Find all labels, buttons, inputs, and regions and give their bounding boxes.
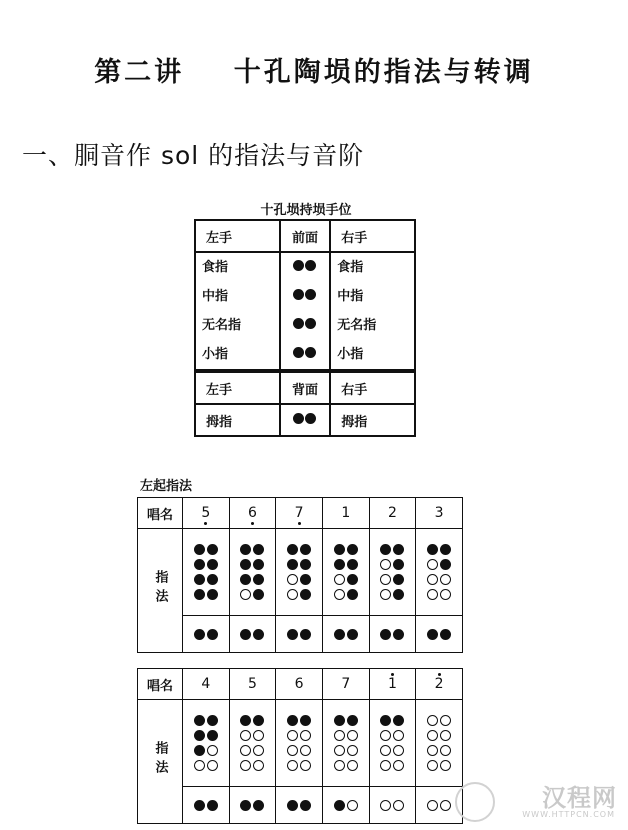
closed-hole-icon (393, 629, 404, 640)
header-front: 前面 (280, 220, 331, 252)
closed-hole-icon (240, 544, 251, 555)
open-hole-icon (300, 730, 311, 741)
hole-row (183, 574, 229, 585)
closed-hole-icon (287, 800, 298, 811)
closed-hole-icon (194, 574, 205, 585)
thumb-hole-row (230, 800, 276, 811)
open-hole-icon (440, 730, 451, 741)
hole-row (230, 544, 276, 555)
watermark-name: 汉程网 (542, 784, 617, 812)
open-hole-icon (287, 589, 298, 600)
open-hole-icon (427, 715, 438, 726)
closed-hole-icon (427, 544, 438, 555)
open-hole-icon (440, 800, 451, 811)
closed-hole-icon (194, 745, 205, 756)
closed-hole-icon (207, 589, 218, 600)
open-hole-icon (194, 760, 205, 771)
open-hole-icon (393, 800, 404, 811)
hand-table-caption: 十孔埙持埙手位 (260, 203, 352, 218)
hole-row (276, 760, 322, 771)
hole-row (323, 730, 369, 741)
thumb-fingering-cell (369, 787, 416, 824)
thumb-fingering-cell (416, 616, 463, 653)
closed-hole-icon (300, 559, 311, 570)
open-hole-icon (380, 760, 391, 771)
open-hole-icon (440, 574, 451, 585)
closed-hole-icon (427, 629, 438, 640)
front-fingering-cell (416, 529, 463, 616)
note-cell (183, 669, 230, 700)
closed-hole-icon (334, 544, 345, 555)
front-holes (280, 252, 331, 371)
closed-hole-icon (194, 589, 205, 600)
hole-row (276, 589, 322, 600)
closed-hole-icon (334, 629, 345, 640)
open-hole-icon (380, 589, 391, 600)
closed-hole-icon (334, 800, 345, 811)
closed-hole-icon (253, 574, 264, 585)
closed-hole-icon (380, 629, 391, 640)
closed-hole-icon (253, 800, 264, 811)
closed-hole-icon (393, 544, 404, 555)
left-finger-label: 食指 (202, 260, 229, 275)
hole-row (230, 715, 276, 726)
left-finger-label: 中指 (202, 289, 229, 304)
hole-row (276, 730, 322, 741)
hole-row (276, 715, 322, 726)
open-hole-icon (440, 745, 451, 756)
hole-row (416, 715, 462, 726)
closed-hole-icon (334, 559, 345, 570)
note-cell (416, 498, 463, 529)
open-hole-icon (393, 760, 404, 771)
hole-row (230, 589, 276, 600)
open-hole-icon (427, 760, 438, 771)
hole-row (416, 544, 462, 555)
closed-hole-icon (347, 544, 358, 555)
hand-position-table (194, 219, 416, 437)
front-fingering-cell (229, 700, 276, 787)
fingering-table-a (137, 497, 463, 653)
closed-hole-icon (240, 629, 251, 640)
note-cell (229, 498, 276, 529)
closed-hole-icon (253, 629, 264, 640)
note-cell (322, 498, 369, 529)
closed-hole-icon (240, 559, 251, 570)
hole-row (183, 760, 229, 771)
solfege-label: 唱名 (138, 669, 183, 700)
note-name: 4 (201, 676, 211, 692)
open-hole-icon (427, 730, 438, 741)
thumb-hole-row (276, 800, 322, 811)
closed-hole-icon (240, 715, 251, 726)
open-hole-icon (287, 745, 298, 756)
hole-row (370, 745, 416, 756)
open-hole-icon (347, 800, 358, 811)
hole-row (416, 574, 462, 585)
open-hole-icon (287, 730, 298, 741)
front-fingering-cell (369, 529, 416, 616)
note-cell (416, 669, 463, 700)
note-cell (183, 498, 230, 529)
closed-hole-icon (207, 715, 218, 726)
hole-pair-icon (293, 260, 316, 271)
closed-hole-icon (300, 629, 311, 640)
note-name: 6 (294, 676, 304, 692)
hole-row (370, 544, 416, 555)
note-cell (369, 669, 416, 700)
note-cell (276, 669, 323, 700)
closed-hole-icon (194, 559, 205, 570)
thumb-hole-row (230, 629, 276, 640)
hole-row (323, 559, 369, 570)
hole-row (323, 715, 369, 726)
hole-pair-icon (293, 413, 316, 424)
closed-hole-icon (440, 559, 451, 570)
thumb-fingering-cell (322, 616, 369, 653)
hole-row (276, 544, 322, 555)
note-name: 2 (434, 676, 444, 692)
closed-hole-icon (194, 544, 205, 555)
hole-row (276, 745, 322, 756)
open-hole-icon (253, 760, 264, 771)
thumb-fingering-cell (183, 787, 230, 824)
hole-row (276, 559, 322, 570)
closed-hole-icon (393, 589, 404, 600)
hole-row (370, 730, 416, 741)
hole-row (183, 559, 229, 570)
closed-hole-icon (380, 715, 391, 726)
hole-row (323, 544, 369, 555)
open-hole-icon (334, 745, 345, 756)
note-name: 7 (294, 505, 304, 521)
thumb-fingering-cell (276, 616, 323, 653)
hole-row (370, 589, 416, 600)
note-name: 5 (248, 676, 257, 692)
open-hole-icon (380, 800, 391, 811)
closed-hole-icon (287, 629, 298, 640)
thumb-fingering-cell (229, 616, 276, 653)
hole-row (370, 559, 416, 570)
watermark-url: WWW.HTTPCN.COM (522, 810, 615, 819)
hole-row (323, 589, 369, 600)
hole-pair-icon (293, 318, 316, 329)
back-header-left: 左手 (195, 371, 280, 404)
note-cell (369, 498, 416, 529)
closed-hole-icon (287, 559, 298, 570)
note-cell (276, 498, 323, 529)
left-finger-label: 小指 (202, 347, 229, 362)
open-hole-icon (427, 574, 438, 585)
watermark-logo-icon (455, 782, 495, 822)
open-hole-icon (380, 730, 391, 741)
fingering-label-cell (138, 700, 183, 824)
closed-hole-icon (194, 629, 205, 640)
header-right-hand: 右手 (330, 220, 415, 252)
open-hole-icon (427, 800, 438, 811)
open-hole-icon (334, 589, 345, 600)
thumb-hole-row (416, 629, 462, 640)
hole-row (230, 760, 276, 771)
hole-row (370, 715, 416, 726)
thumb-hole-row (323, 800, 369, 811)
closed-hole-icon (287, 544, 298, 555)
open-hole-icon (427, 559, 438, 570)
note-name: 3 (434, 505, 444, 521)
hole-row (183, 745, 229, 756)
closed-hole-icon (194, 715, 205, 726)
closed-hole-icon (194, 800, 205, 811)
closed-hole-icon (347, 589, 358, 600)
closed-hole-icon (380, 544, 391, 555)
open-hole-icon (347, 745, 358, 756)
right-finger-label: 食指 (337, 260, 364, 275)
closed-hole-icon (347, 715, 358, 726)
watermark (455, 778, 623, 826)
closed-hole-icon (207, 574, 218, 585)
open-hole-icon (440, 589, 451, 600)
front-fingering-cell (276, 700, 323, 787)
section-heading: 一、胴音作 sol 的指法与音阶 (22, 141, 365, 170)
note-name: 5 (201, 505, 211, 521)
fingering-table-b (137, 668, 463, 824)
note-cell (322, 669, 369, 700)
thumb-fingering-cell (229, 787, 276, 824)
thumb-hole-row (323, 629, 369, 640)
hole-row (230, 559, 276, 570)
fingering-label-cell (138, 529, 183, 653)
closed-hole-icon (287, 715, 298, 726)
closed-hole-icon (240, 574, 251, 585)
hole-row (416, 559, 462, 570)
open-hole-icon (253, 730, 264, 741)
closed-hole-icon (253, 544, 264, 555)
closed-hole-icon (207, 800, 218, 811)
note-name: 1 (341, 505, 351, 521)
note-cell (229, 669, 276, 700)
closed-hole-icon (393, 559, 404, 570)
open-hole-icon (240, 745, 251, 756)
closed-hole-icon (440, 629, 451, 640)
solfege-label: 唱名 (138, 498, 183, 529)
open-hole-icon (240, 589, 251, 600)
hole-row (323, 745, 369, 756)
left-finger-label: 无名指 (202, 318, 242, 333)
open-hole-icon (380, 559, 391, 570)
open-hole-icon (334, 760, 345, 771)
hole-row (230, 730, 276, 741)
right-finger-label: 无名指 (337, 318, 377, 333)
left-fingers (195, 252, 280, 371)
closed-hole-icon (300, 715, 311, 726)
open-hole-icon (300, 745, 311, 756)
note-name: 2 (387, 505, 397, 521)
open-hole-icon (240, 760, 251, 771)
front-fingering-cell (183, 700, 230, 787)
hole-pair-icon (293, 347, 316, 358)
front-fingering-cell (416, 700, 463, 787)
closed-hole-icon (300, 800, 311, 811)
hole-row (416, 730, 462, 741)
open-hole-icon (287, 574, 298, 585)
thumb-right: 拇指 (330, 404, 415, 436)
front-fingering-cell (322, 529, 369, 616)
closed-hole-icon (347, 629, 358, 640)
closed-hole-icon (300, 544, 311, 555)
closed-hole-icon (300, 574, 311, 585)
thumb-left: 拇指 (195, 404, 280, 436)
open-hole-icon (347, 730, 358, 741)
thumb-fingering-cell (322, 787, 369, 824)
open-hole-icon (207, 745, 218, 756)
closed-hole-icon (207, 559, 218, 570)
open-hole-icon (334, 574, 345, 585)
closed-hole-icon (440, 544, 451, 555)
hole-row (416, 589, 462, 600)
fingering-label: 指法 (152, 569, 168, 608)
closed-hole-icon (240, 800, 251, 811)
fingering-caption: 左起指法 (140, 479, 193, 494)
thumb-fingering-cell (276, 787, 323, 824)
hole-row (230, 745, 276, 756)
hole-row (416, 745, 462, 756)
hole-row (323, 574, 369, 585)
closed-hole-icon (207, 544, 218, 555)
front-fingering-cell (322, 700, 369, 787)
fingering-label: 指法 (152, 740, 168, 779)
closed-hole-icon (253, 715, 264, 726)
open-hole-icon (347, 760, 358, 771)
closed-hole-icon (393, 574, 404, 585)
header-left-hand: 左手 (195, 220, 280, 252)
thumb-fingering-cell (183, 616, 230, 653)
hole-row (370, 760, 416, 771)
closed-hole-icon (393, 715, 404, 726)
thumb-hole-row (370, 800, 416, 811)
open-hole-icon (380, 574, 391, 585)
open-hole-icon (207, 760, 218, 771)
back-header-right: 右手 (330, 371, 415, 404)
thumb-hole-row (276, 629, 322, 640)
open-hole-icon (440, 760, 451, 771)
hole-row (370, 574, 416, 585)
thumb-hole-row (370, 629, 416, 640)
note-name: 6 (248, 505, 257, 521)
open-hole-icon (440, 715, 451, 726)
closed-hole-icon (194, 730, 205, 741)
open-hole-icon (393, 745, 404, 756)
open-hole-icon (287, 760, 298, 771)
closed-hole-icon (347, 559, 358, 570)
hole-row (416, 760, 462, 771)
front-fingering-cell (183, 529, 230, 616)
note-name: 7 (341, 676, 351, 692)
closed-hole-icon (253, 589, 264, 600)
front-fingering-cell (369, 700, 416, 787)
open-hole-icon (300, 760, 311, 771)
closed-hole-icon (207, 629, 218, 640)
closed-hole-icon (300, 589, 311, 600)
page-title: 第二讲 十孔陶埙的指法与转调 (94, 57, 534, 88)
closed-hole-icon (207, 730, 218, 741)
hole-row (183, 730, 229, 741)
open-hole-icon (240, 730, 251, 741)
closed-hole-icon (253, 559, 264, 570)
back-header-back: 背面 (280, 371, 331, 404)
hole-row (230, 574, 276, 585)
back-holes (280, 404, 331, 436)
hole-row (183, 544, 229, 555)
open-hole-icon (393, 730, 404, 741)
thumb-fingering-cell (369, 616, 416, 653)
thumb-hole-row (183, 629, 229, 640)
front-fingering-cell (276, 529, 323, 616)
front-fingering-cell (229, 529, 276, 616)
thumb-hole-row (183, 800, 229, 811)
open-hole-icon (427, 745, 438, 756)
open-hole-icon (427, 589, 438, 600)
hole-row (183, 589, 229, 600)
right-fingers (330, 252, 415, 371)
closed-hole-icon (347, 574, 358, 585)
hole-row (276, 574, 322, 585)
note-name: 1 (387, 676, 397, 692)
hole-pair-icon (293, 289, 316, 300)
open-hole-icon (334, 730, 345, 741)
closed-hole-icon (334, 715, 345, 726)
right-finger-label: 中指 (337, 289, 364, 304)
right-finger-label: 小指 (337, 347, 364, 362)
hole-row (183, 715, 229, 726)
hole-row (323, 760, 369, 771)
open-hole-icon (380, 745, 391, 756)
open-hole-icon (253, 745, 264, 756)
